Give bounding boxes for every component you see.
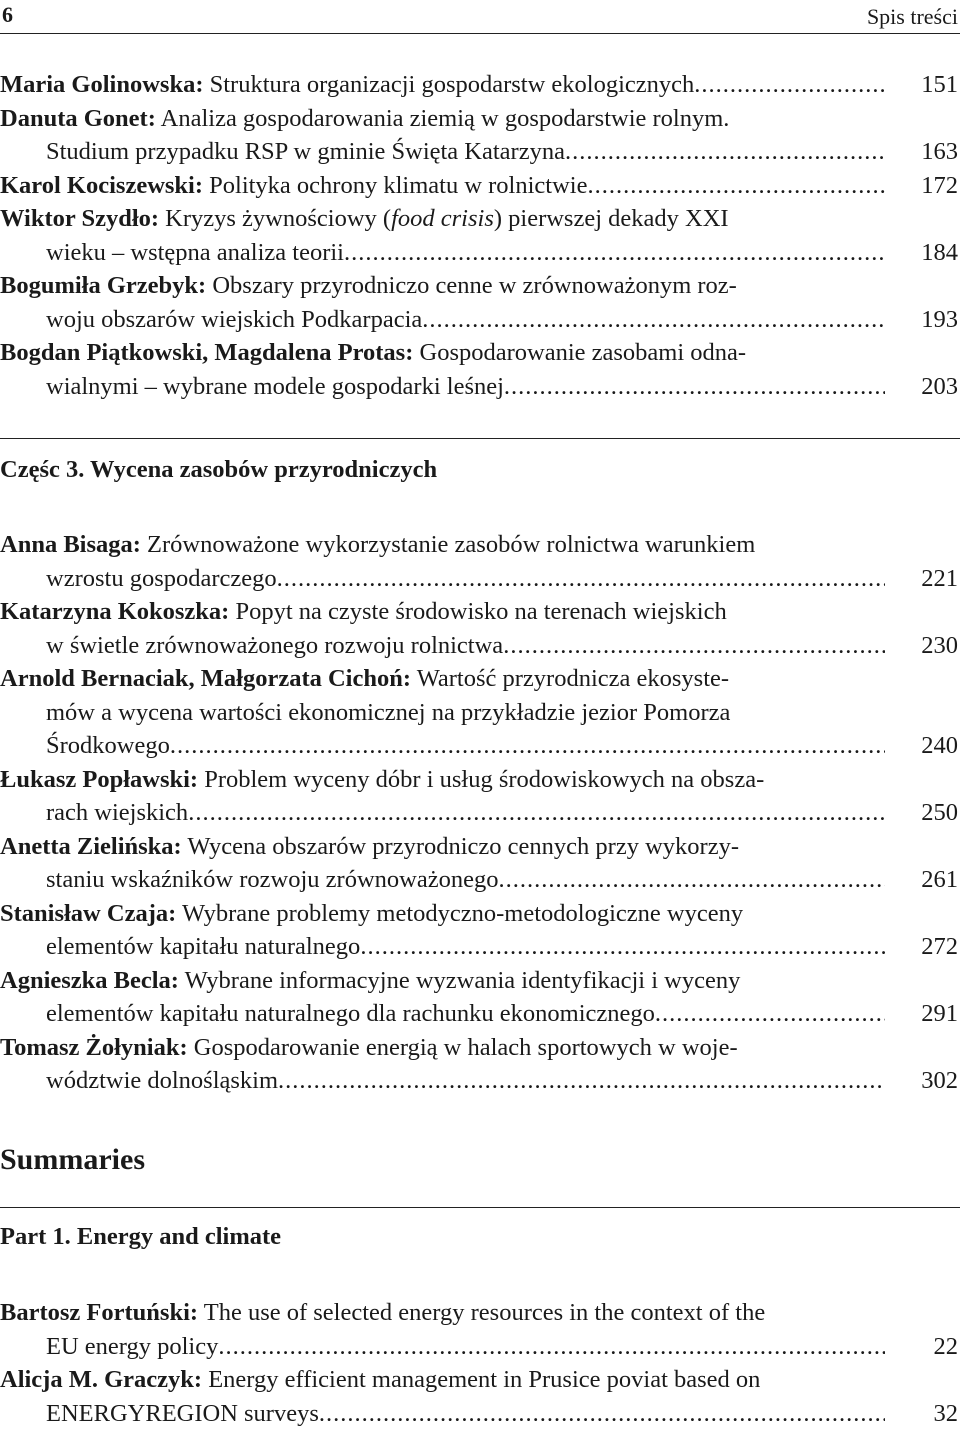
toc-entry xyxy=(0,68,960,102)
toc-entry-line xyxy=(0,1397,885,1430)
toc-entry-text: rach wiejskich xyxy=(46,796,188,830)
toc-author: Danuta Gonet: xyxy=(0,105,156,132)
toc-entry-text: EU energy policy xyxy=(46,1330,218,1364)
toc-entry xyxy=(0,528,960,595)
toc-entry-line xyxy=(0,1363,885,1397)
toc-author: Bogumiła Grzebyk: xyxy=(0,272,206,299)
toc-page-number: 261 xyxy=(921,863,958,897)
toc-author: Łukasz Popławski: xyxy=(0,766,198,793)
toc-entry-line xyxy=(0,930,885,964)
toc-entry xyxy=(0,1296,960,1363)
toc-entry-line xyxy=(0,236,885,270)
toc-entry-text: w świetle zrównoważonego rozwoju rolnictwa xyxy=(46,629,503,663)
toc-entry xyxy=(0,595,960,662)
toc-entry-text: wzrostu gospodarczego xyxy=(46,562,277,596)
toc-author: Stanisław Czaja: xyxy=(0,900,176,927)
toc-entry-line xyxy=(0,595,885,629)
toc-page-number: 172 xyxy=(921,169,958,203)
toc-entry-text: elementów kapitału naturalnego xyxy=(46,930,360,964)
toc-entry-line xyxy=(0,1330,885,1364)
toc-entry xyxy=(0,897,960,964)
toc-entry-line xyxy=(0,269,885,303)
toc-entry-line xyxy=(0,169,885,203)
toc-leader-dots xyxy=(504,370,885,404)
toc-entry-text: Wartość przyrodnicza ekosyste- xyxy=(411,665,729,692)
toc-entry-text: Karol Kociszewski: Polityka ochrony klimatu w rolnictwie xyxy=(0,169,587,203)
toc-entry-text: Wybrane problemy metodyczno-metodologiczne wyceny xyxy=(176,900,743,927)
running-title: Spis treści xyxy=(867,4,958,30)
toc-entry-line xyxy=(0,528,885,562)
header-rule xyxy=(0,33,960,34)
toc-entry-line xyxy=(0,1296,885,1330)
page-number: 6 xyxy=(2,2,13,28)
toc-entry-text: wództwie dolnośląskim xyxy=(46,1064,278,1098)
part1-heading: Part 1. Energy and climate xyxy=(0,1223,281,1251)
toc-author: Alicja M. Graczyk: xyxy=(0,1366,202,1393)
toc-entry-line xyxy=(0,863,885,897)
toc-entry-text: Gospodarowanie energią w halach sportowych w woje- xyxy=(188,1034,738,1061)
toc-leader-dots xyxy=(319,1397,885,1430)
toc-author: Agnieszka Becla: xyxy=(0,967,179,994)
toc-page-number: 302 xyxy=(921,1064,958,1098)
toc-entry xyxy=(0,662,960,763)
toc-entry-line xyxy=(0,68,885,102)
toc-author: Katarzyna Kokoszka: xyxy=(0,598,229,625)
toc-entry xyxy=(0,169,960,203)
toc-author: Anna Bisaga: xyxy=(0,531,141,558)
toc-entry xyxy=(0,964,960,1031)
toc-entry-line xyxy=(0,763,885,797)
toc-entry-line xyxy=(0,562,885,596)
toc-author: Maria Golinowska: xyxy=(0,71,204,98)
toc-leader-dots xyxy=(422,303,885,337)
toc-entry-line xyxy=(0,997,885,1031)
toc-entry-line xyxy=(0,897,885,931)
toc-entry xyxy=(0,1363,960,1430)
toc-entry-line xyxy=(0,303,885,337)
toc-entry-text: Obszary przyrodniczo cenne w zrównoważonym roz- xyxy=(206,272,737,299)
toc-entry-line xyxy=(0,1064,885,1098)
toc-entry-line xyxy=(0,796,885,830)
toc-author: Tomasz Żołyniak: xyxy=(0,1034,188,1061)
toc-leader-dots xyxy=(655,997,885,1031)
toc-entry-text: wialnymi – wybrane modele gospodarki leśnej xyxy=(46,370,504,404)
toc-entry-text: Analiza gospodarowania ziemią w gospodarstwie rolnym. xyxy=(156,105,730,132)
toc-leader-dots xyxy=(188,796,885,830)
toc-entry-line xyxy=(0,729,885,763)
toc-entry-line xyxy=(0,662,885,696)
toc-leader-dots xyxy=(694,68,885,102)
toc-entry-line xyxy=(0,336,885,370)
page-header xyxy=(0,0,960,30)
toc-page-number: 32 xyxy=(934,1397,959,1430)
toc-leader-dots xyxy=(277,562,885,596)
toc-entry-text: ENERGYREGION surveys xyxy=(46,1397,319,1430)
toc-entry xyxy=(0,102,960,169)
toc-entry-text: mów a wycena wartości ekonomicznej na przykładzie jezior Pomorza xyxy=(46,699,730,726)
toc-leader-dots xyxy=(587,169,885,203)
toc-page-number: 22 xyxy=(934,1330,959,1364)
toc-page-number: 203 xyxy=(921,370,958,404)
toc-entry-text: Studium przypadku RSP w gminie Święta Katarzyna xyxy=(46,135,565,169)
toc-page-number: 184 xyxy=(921,236,958,270)
toc-entry-line xyxy=(0,964,885,998)
toc-page-number: 221 xyxy=(921,562,958,596)
toc-page-number: 240 xyxy=(921,729,958,763)
toc-leader-dots xyxy=(344,236,885,270)
toc-entry-line xyxy=(0,1031,885,1065)
toc-entry-line xyxy=(0,629,885,663)
toc-author: Bogdan Piątkowski, Magdalena Protas: xyxy=(0,339,413,366)
toc-leader-dots xyxy=(278,1064,885,1098)
toc-entry-text: staniu wskaźników rozwoju zrównoważonego xyxy=(46,863,498,897)
toc-entry-line xyxy=(0,830,885,864)
toc-author: Karol Kociszewski: xyxy=(0,172,203,199)
toc-entry-line xyxy=(0,135,885,169)
toc-entry-line xyxy=(0,102,885,136)
toc-author: Wiktor Szydło: xyxy=(0,205,159,232)
toc-page-number: 193 xyxy=(921,303,958,337)
toc-entry-line xyxy=(0,696,885,730)
toc-author: Anetta Zielińska: xyxy=(0,833,182,860)
toc-page-number: 291 xyxy=(921,997,958,1031)
toc-page-number: 272 xyxy=(921,930,958,964)
toc-entry xyxy=(0,202,960,269)
toc-entry-text: Maria Golinowska: Struktura organizacji gospodarstw ekologicznych xyxy=(0,68,694,102)
toc-page-number: 250 xyxy=(921,796,958,830)
toc-entry xyxy=(0,269,960,336)
toc-leader-dots xyxy=(565,135,885,169)
toc-author: Bartosz Fortuński: xyxy=(0,1299,198,1326)
toc-entry-text: Energy efficient management in Prusice poviat based on xyxy=(202,1366,760,1393)
toc-entry-text: Problem wyceny dóbr i usług środowiskowych na obsza- xyxy=(198,766,764,793)
toc-entry-text: Kryzys żywnościowy (food crisis) pierwszej dekady XXI xyxy=(159,205,729,232)
toc-entry xyxy=(0,763,960,830)
toc-leader-dots xyxy=(360,930,885,964)
toc-leader-dots xyxy=(498,863,885,897)
toc-entry-text: Wybrane informacyjne wyzwania identyfikacji i wyceny xyxy=(179,967,740,994)
toc-leader-dots xyxy=(218,1330,885,1364)
summaries-heading: Summaries xyxy=(0,1143,145,1177)
toc-entry-line xyxy=(0,202,885,236)
part3-heading: Częśc 3. Wycena zasobów przyrodniczych xyxy=(0,456,437,484)
toc-entry-text: Gospodarowanie zasobami odna- xyxy=(413,339,746,366)
toc-leader-dots xyxy=(503,629,885,663)
toc-page-number: 151 xyxy=(921,68,958,102)
toc-page-number: 230 xyxy=(921,629,958,663)
toc-entry-text: Popyt na czyste środowisko na terenach wiejskich xyxy=(229,598,726,625)
toc-entry-text: Środkowego xyxy=(46,729,170,763)
summaries-rule xyxy=(0,1207,960,1208)
toc-entry xyxy=(0,1031,960,1098)
toc-entry-line xyxy=(0,370,885,404)
toc-entry-text: woju obszarów wiejskich Podkarpacia xyxy=(46,303,422,337)
toc-entry xyxy=(0,336,960,403)
toc-entry-text: elementów kapitału naturalnego dla rachunku ekonomicznego xyxy=(46,997,655,1031)
toc-page-number: 163 xyxy=(921,135,958,169)
toc-author: Arnold Bernaciak, Małgorzata Cichoń: xyxy=(0,665,411,692)
toc-entry-text: wieku – wstępna analiza teorii xyxy=(46,236,344,270)
toc-entry xyxy=(0,830,960,897)
toc-entry-text: The use of selected energy resources in the context of the xyxy=(198,1299,765,1326)
section-rule xyxy=(0,438,960,439)
toc-leader-dots xyxy=(170,729,885,763)
toc-entry-text: Wycena obszarów przyrodniczo cennych przy wykorzy- xyxy=(182,833,739,860)
toc-entry-text: Zrównoważone wykorzystanie zasobów rolnictwa warunkiem xyxy=(141,531,755,558)
